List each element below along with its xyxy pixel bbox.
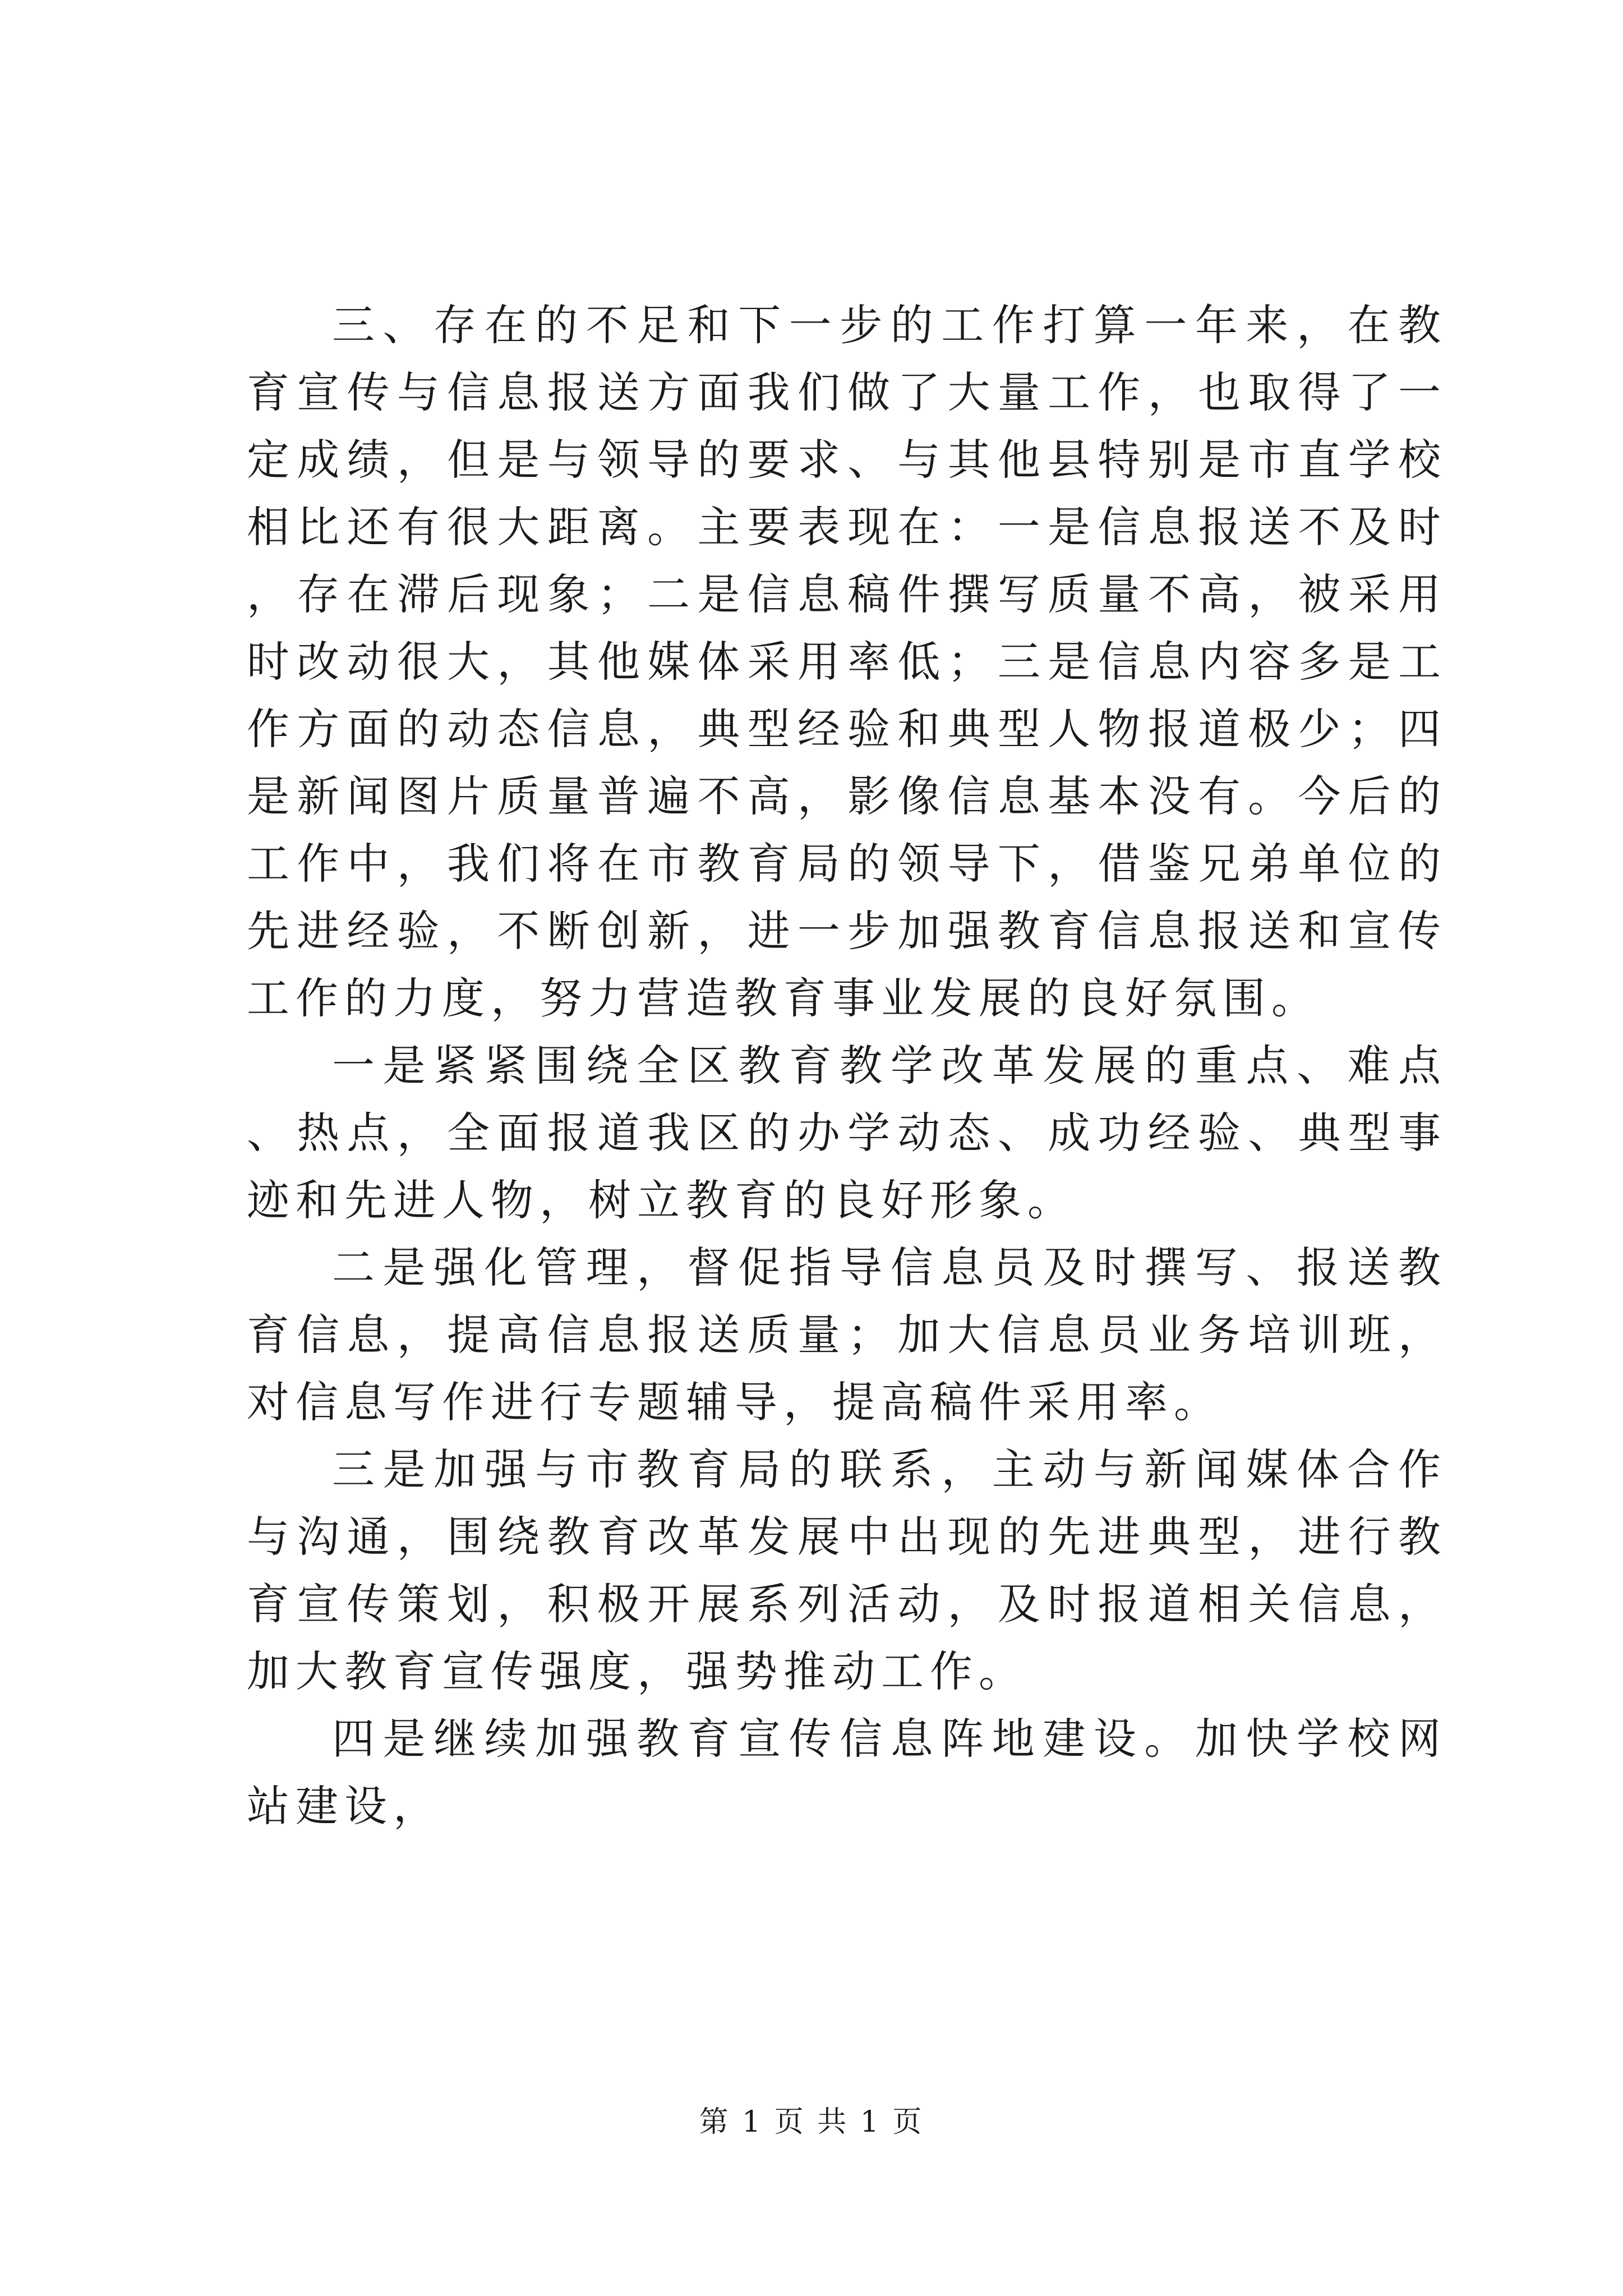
- paragraph-point-two: 二是强化管理，督促指导信息员及时撰写、报送教育信息，提高信息报送质量；加大信息员业务培训班，对信息写作进行专题辅导，提高稿件采用率。: [247, 1243, 1447, 1427]
- paragraph-shortcomings-plan: 三、存在的不足和下一步的工作打算一年来，在教育宣传与信息报送方面我们做了大量工作，也取得了一定成绩，但是与领导的要求、与其他县特别是市直学校相比还有很大距离。主要表现在：一是信息报送不及时，存在滞后现象；二是信息稿件撰写质量不高，被采用时改动很大，其他媒体采用率低；三是信息内容多是工作方面的动态信息，典型经验和典型人物报道极少；四是新闻图片质量普遍不高，影像信息基本没有。今后的工作中，我们将在市教育局的领导下，借鉴兄弟单位的先进经验，不断创新，进一步加强教育信息报送和宣传工作的力度，努力营造教育事业发展的良好氛围。: [247, 300, 1447, 1023]
- page-footer: 第 1 页 共 1 页: [699, 2105, 924, 2139]
- paragraph-point-three: 三是加强与市教育局的联系，主动与新闻媒体合作与沟通，围绕教育改革发展中出现的先进典型，进行教育宣传策划，积极开展系列活动，及时报道相关信息，加大教育宣传强度，强势推动工作。: [247, 1444, 1447, 1696]
- paragraph-point-four: 四是继续加强教育宣传信息阵地建设。加快学校网站建设，: [247, 1714, 1447, 1831]
- paragraph-point-one: 一是紧紧围绕全区教育教学改革发展的重点、难点、热点，全面报道我区的办学动态、成功经验、典型事迹和先进人物，树立教育的良好形象。: [247, 1041, 1447, 1225]
- document-body: [247, 292, 1447, 1840]
